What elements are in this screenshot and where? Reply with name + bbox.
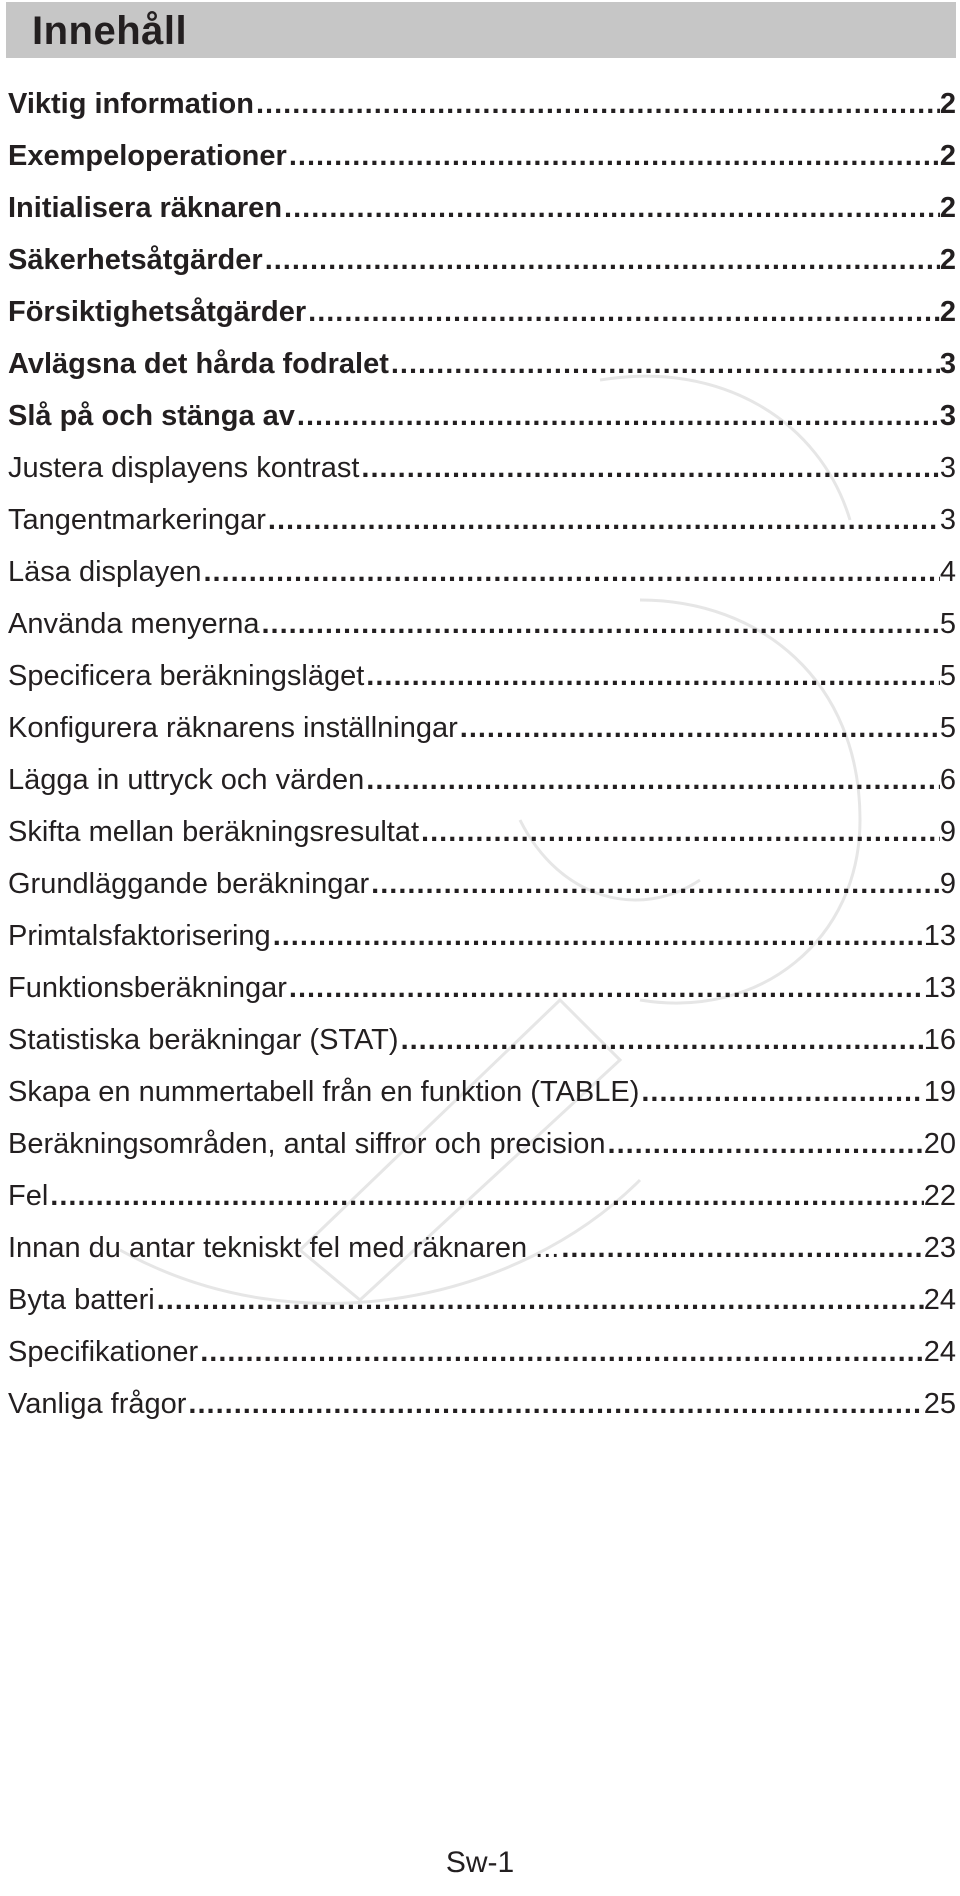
toc-entry-label: Statistiska beräkningar (STAT) xyxy=(8,1024,399,1056)
toc-entry-label: Specificera beräkningsläget xyxy=(8,660,365,692)
toc-entry-page: 3 xyxy=(939,400,956,432)
toc-entry-label: Försiktighetsåtgärder xyxy=(8,296,307,328)
toc-dot-leader xyxy=(295,390,940,442)
toc-entry-label: Grundläggande beräkningar xyxy=(8,868,370,900)
toc-dot-leader xyxy=(559,1222,923,1274)
toc-entry[interactable] xyxy=(8,1118,956,1170)
toc-entry[interactable] xyxy=(8,1066,956,1118)
toc-entry[interactable] xyxy=(8,286,956,338)
toc-dot-leader xyxy=(263,234,940,286)
toc-entry-label: Slå på och stänga av xyxy=(8,400,295,432)
toc-dot-leader xyxy=(287,130,940,182)
toc-entry[interactable] xyxy=(8,182,956,234)
toc-entry-label: Skifta mellan beräkningsresultat xyxy=(8,816,420,848)
toc-entry-page: 19 xyxy=(923,1076,956,1108)
toc-entry-page: 2 xyxy=(939,192,956,224)
toc-entry-label: Tangentmarkeringar xyxy=(8,504,266,536)
page-title: Innehåll xyxy=(32,9,188,53)
toc-dot-leader xyxy=(48,1170,923,1222)
toc-dot-leader xyxy=(419,806,940,858)
toc-entry[interactable] xyxy=(8,1274,956,1326)
toc-entry-page: 23 xyxy=(923,1232,956,1264)
toc-entry-label: Exempeloperationer xyxy=(8,140,287,172)
toc-entry-page: 16 xyxy=(923,1024,956,1056)
toc-dot-leader xyxy=(364,754,940,806)
toc-entry[interactable] xyxy=(8,1326,956,1378)
toc-entry-label: Avlägsna det hårda fodralet xyxy=(8,348,389,380)
toc-dot-leader xyxy=(155,1274,924,1326)
toc-entry[interactable] xyxy=(8,130,956,182)
toc-entry-label: Läsa displayen xyxy=(8,556,202,588)
toc-entry[interactable] xyxy=(8,910,956,962)
toc-entry-page: 5 xyxy=(939,660,956,692)
toc-entry[interactable] xyxy=(8,1222,956,1274)
toc-entry[interactable] xyxy=(8,858,956,910)
toc-entry-label: Viktig information xyxy=(8,88,254,120)
toc-entry-label: Säkerhetsåtgärder xyxy=(8,244,263,276)
toc-dot-leader xyxy=(458,702,940,754)
toc-entry[interactable] xyxy=(8,806,956,858)
toc-dot-leader xyxy=(369,858,940,910)
toc-entry-page: 25 xyxy=(923,1388,956,1420)
toc-entry[interactable] xyxy=(8,754,956,806)
toc-entry-label: Initialisera räknaren xyxy=(8,192,283,224)
toc-entry-page: 2 xyxy=(939,244,956,276)
toc-dot-leader xyxy=(606,1118,924,1170)
toc-entry-label: Primtalsfaktorisering xyxy=(8,920,271,952)
toc-entry-page: 13 xyxy=(923,920,956,952)
toc-entry[interactable] xyxy=(8,702,956,754)
toc-entry[interactable] xyxy=(8,546,956,598)
toc-entry-label: Byta batteri xyxy=(8,1284,155,1316)
toc-entry-page: 2 xyxy=(939,88,956,120)
toc-entry-label: Skapa en nummertabell från en funktion (TABLE) xyxy=(8,1076,640,1108)
toc-entry[interactable] xyxy=(8,598,956,650)
toc-entry-page: 22 xyxy=(923,1180,956,1212)
toc-entry-page: 6 xyxy=(939,764,956,796)
toc-dot-leader xyxy=(399,1014,924,1066)
toc-entry-label: Innan du antar tekniskt fel med räknaren ... xyxy=(8,1232,560,1264)
toc-entry-label: Specifikationer xyxy=(8,1336,199,1368)
toc-dot-leader xyxy=(198,1326,924,1378)
toc-entry[interactable] xyxy=(8,442,956,494)
toc-entry-page: 2 xyxy=(939,140,956,172)
toc-entry-page: 4 xyxy=(939,556,956,588)
title-bar xyxy=(6,2,956,58)
toc-entry[interactable] xyxy=(8,1378,956,1430)
toc-entry-page: 3 xyxy=(939,452,956,484)
toc-entry-label: Beräkningsområden, antal siffror och precision xyxy=(8,1128,606,1160)
toc-dot-leader xyxy=(186,1378,923,1430)
toc-entry-page: 5 xyxy=(939,608,956,640)
toc-dot-leader xyxy=(271,910,924,962)
toc-entry-label: Vanliga frågor xyxy=(8,1388,187,1420)
toc-entry-label: Använda menyerna xyxy=(8,608,260,640)
toc-entry[interactable] xyxy=(8,78,956,130)
toc-dot-leader xyxy=(201,546,939,598)
toc-entry-page: 3 xyxy=(939,504,956,536)
toc-entry-label: Fel xyxy=(8,1180,49,1212)
toc-entry-page: 9 xyxy=(939,868,956,900)
toc-dot-leader xyxy=(389,338,940,390)
toc-entry-page: 2 xyxy=(939,296,956,328)
table-of-contents xyxy=(8,78,956,1430)
toc-dot-leader xyxy=(364,650,940,702)
toc-entry-label: Konfigurera räknarens inställningar xyxy=(8,712,458,744)
toc-entry[interactable] xyxy=(8,494,956,546)
toc-dot-leader xyxy=(282,182,940,234)
toc-entry-page: 13 xyxy=(923,972,956,1004)
toc-dot-leader xyxy=(254,78,940,130)
toc-entry[interactable] xyxy=(8,1014,956,1066)
toc-entry-label: Funktionsberäkningar xyxy=(8,972,287,1004)
toc-dot-leader xyxy=(306,286,940,338)
toc-entry[interactable] xyxy=(8,234,956,286)
toc-entry[interactable] xyxy=(8,650,956,702)
toc-entry-page: 5 xyxy=(939,712,956,744)
toc-dot-leader xyxy=(359,442,939,494)
page-number: Sw-1 xyxy=(445,1846,515,1879)
toc-dot-leader xyxy=(639,1066,923,1118)
toc-entry-page: 9 xyxy=(939,816,956,848)
toc-entry[interactable] xyxy=(8,390,956,442)
toc-entry-label: Justera displayens kontrast xyxy=(8,452,360,484)
toc-entry[interactable] xyxy=(8,1170,956,1222)
toc-entry-page: 24 xyxy=(923,1336,956,1368)
toc-entry[interactable] xyxy=(8,338,956,390)
toc-dot-leader xyxy=(260,598,940,650)
toc-entry-label: Lägga in uttryck och värden xyxy=(8,764,365,796)
toc-entry-page: 3 xyxy=(939,348,956,380)
toc-entry-page: 20 xyxy=(923,1128,956,1160)
toc-dot-leader xyxy=(266,494,940,546)
toc-dot-leader xyxy=(287,962,924,1014)
toc-entry[interactable] xyxy=(8,962,956,1014)
toc-entry-page: 24 xyxy=(923,1284,956,1316)
